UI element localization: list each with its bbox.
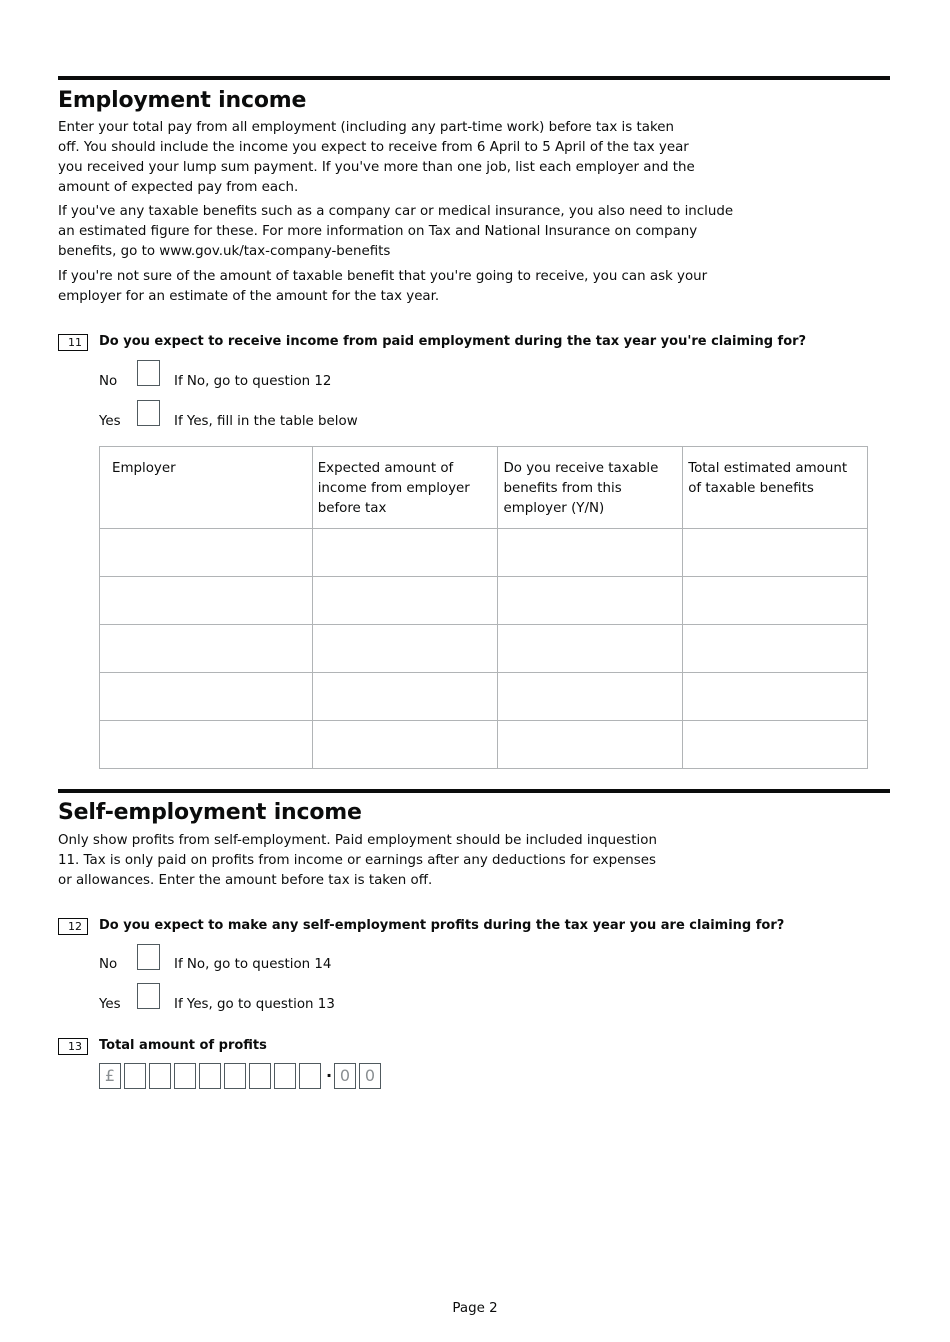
pounds-digit-box[interactable] xyxy=(299,1063,321,1089)
pounds-digit-box[interactable] xyxy=(124,1063,146,1089)
benefits-yn-cell[interactable] xyxy=(498,721,683,769)
employer-cell[interactable] xyxy=(100,577,313,625)
expected-amount-cell[interactable] xyxy=(312,673,498,721)
q12-yes-checkbox[interactable] xyxy=(137,983,160,1009)
header-employer: Employer xyxy=(100,447,313,529)
currency-symbol: £ xyxy=(99,1063,121,1089)
q11-no-hint: If No, go to question 12 xyxy=(174,374,332,389)
table-row xyxy=(100,673,868,721)
employer-cell[interactable] xyxy=(100,625,313,673)
table-row xyxy=(100,721,868,769)
table-row xyxy=(100,577,868,625)
section-divider-self-employment xyxy=(58,789,890,793)
employer-cell[interactable] xyxy=(100,673,313,721)
pence-digit-box[interactable]: 0 xyxy=(334,1063,356,1089)
expected-amount-cell[interactable] xyxy=(312,577,498,625)
profits-amount-input xyxy=(99,1063,384,1089)
question-13-text: Total amount of profits xyxy=(99,1038,267,1053)
q11-yes-hint: If Yes, fill in the table below xyxy=(174,414,358,429)
question-11-text: Do you expect to receive income from paid employment during the tax year you're claiming for? xyxy=(99,334,807,349)
header-taxable-benefits-yn: Do you receive taxable benefits from this employer (Y/N) xyxy=(498,447,683,529)
expected-amount-cell[interactable] xyxy=(312,721,498,769)
pounds-digit-box[interactable] xyxy=(174,1063,196,1089)
self-employment-heading: Self-employment income xyxy=(58,800,362,825)
employment-paragraph-2: If you've any taxable benefits such as a company car or medical insurance, you also need to include an estimated figure for these. For more information on Tax and National Insurance on company benefits, go to www.gov.uk/tax-company-benefits xyxy=(58,204,734,259)
benefits-amount-cell[interactable] xyxy=(683,625,868,673)
header-total-estimated-benefits: Total estimated amount of taxable benefits xyxy=(683,447,868,529)
pounds-digit-box[interactable] xyxy=(274,1063,296,1089)
employment-table-header-row xyxy=(100,447,868,529)
pounds-digit-box[interactable] xyxy=(224,1063,246,1089)
question-12-number: 12 xyxy=(58,918,88,935)
q11-yes-checkbox[interactable] xyxy=(137,400,160,426)
header-expected-amount: Expected amount of income from employer before tax xyxy=(312,447,498,529)
table-row xyxy=(100,529,868,577)
q12-yes-hint: If Yes, go to question 13 xyxy=(174,997,335,1012)
q12-yes-label: Yes xyxy=(99,997,121,1012)
employment-table xyxy=(99,446,868,769)
decimal-point: · xyxy=(325,1066,333,1085)
q11-no-checkbox[interactable] xyxy=(137,360,160,386)
self-employment-paragraph: Only show profits from self-employment. Paid employment should be included inquestion 11. Tax is only paid on profits from income or earnings after any deductions for expenses or allowances. Enter the amount before tax is taken off. xyxy=(58,833,657,888)
pence-digit-box[interactable]: 0 xyxy=(359,1063,381,1089)
question-11-number: 11 xyxy=(58,334,88,351)
employer-cell[interactable] xyxy=(100,721,313,769)
employer-cell[interactable] xyxy=(100,529,313,577)
expected-amount-cell[interactable] xyxy=(312,529,498,577)
benefits-amount-cell[interactable] xyxy=(683,721,868,769)
table-row xyxy=(100,625,868,673)
pounds-digit-box[interactable] xyxy=(199,1063,221,1089)
employment-heading: Employment income xyxy=(58,88,307,113)
question-12-text: Do you expect to make any self-employment profits during the tax year you are claiming for? xyxy=(99,918,785,933)
pounds-digit-box[interactable] xyxy=(149,1063,171,1089)
pounds-digit-box[interactable] xyxy=(249,1063,271,1089)
benefits-yn-cell[interactable] xyxy=(498,673,683,721)
q12-no-label: No xyxy=(99,957,118,972)
section-divider-employment xyxy=(58,76,890,80)
expected-amount-cell[interactable] xyxy=(312,625,498,673)
q12-no-checkbox[interactable] xyxy=(137,944,160,970)
benefits-yn-cell[interactable] xyxy=(498,577,683,625)
page-number: Page 2 xyxy=(452,1301,498,1316)
q12-no-hint: If No, go to question 14 xyxy=(174,957,332,972)
q11-no-label: No xyxy=(99,374,118,389)
benefits-amount-cell[interactable] xyxy=(683,577,868,625)
question-13-number: 13 xyxy=(58,1038,88,1055)
benefits-amount-cell[interactable] xyxy=(683,529,868,577)
benefits-amount-cell[interactable] xyxy=(683,673,868,721)
employment-paragraph-3: If you're not sure of the amount of taxable benefit that you're going to receive, you can ask your employer for an estimate of the amount for the tax year. xyxy=(58,269,708,304)
q11-yes-label: Yes xyxy=(99,414,121,429)
benefits-yn-cell[interactable] xyxy=(498,625,683,673)
employment-paragraph-1: Enter your total pay from all employment (including any part-time work) before tax is taken off. You should include the income you expect to receive from 6 April to 5 April of the tax year you received your lump sum payment. If you've more than one job, list each employer and the amount of expected pay from each. xyxy=(58,120,695,195)
benefits-yn-cell[interactable] xyxy=(498,529,683,577)
